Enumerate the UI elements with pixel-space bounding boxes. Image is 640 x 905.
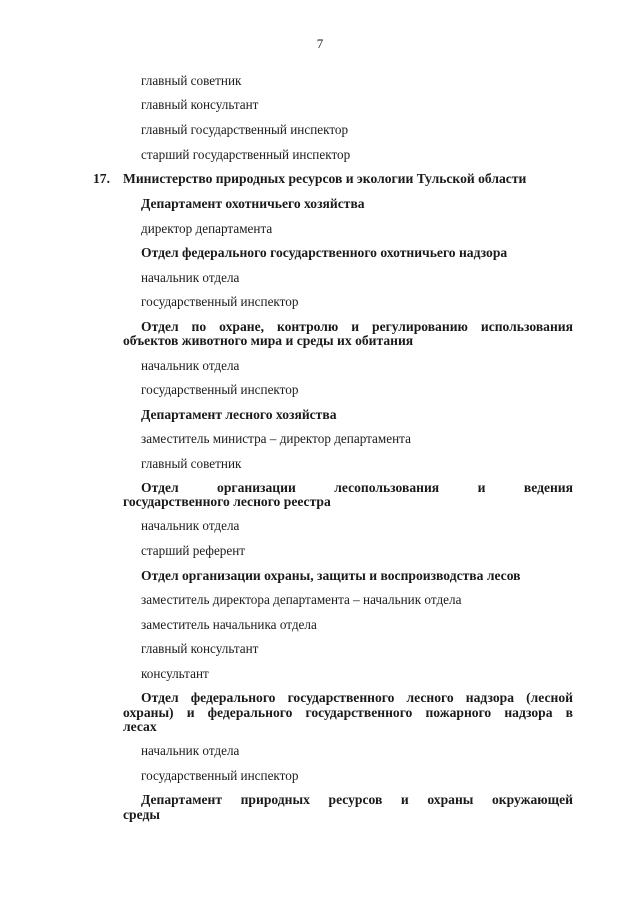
position-line: старший референт xyxy=(141,543,246,558)
department-heading-cont: среды xyxy=(123,807,160,822)
position-line: государственный инспектор xyxy=(141,382,299,397)
position-line: старший государственный инспектор xyxy=(141,147,351,162)
division-heading: Отдел по охране, контролю и регулированию использования xyxy=(141,319,573,334)
page-number: 7 xyxy=(316,36,324,51)
position-line: заместитель директора департамента – начальник отдела xyxy=(141,592,462,607)
section-title: Министерство природных ресурсов и экологии Тульской области xyxy=(123,171,527,186)
position-line: государственный инспектор xyxy=(141,294,299,309)
position-line: заместитель начальника отдела xyxy=(141,617,317,632)
position-line: начальник отдела xyxy=(141,358,240,373)
position-line: главный советник xyxy=(141,73,242,88)
position-line: главный советник xyxy=(141,456,242,471)
position-line: консультант xyxy=(141,666,209,681)
position-line: начальник отдела xyxy=(141,743,240,758)
division-heading: Отдел федерального государственного лесного надзора (лесной xyxy=(141,690,573,705)
position-line: заместитель министра – директор департамента xyxy=(141,431,411,446)
department-heading: Департамент лесного хозяйства xyxy=(141,407,337,422)
section-number: 17. xyxy=(93,171,110,186)
position-line: начальник отдела xyxy=(141,518,240,533)
position-line: главный государственный инспектор xyxy=(141,122,349,137)
position-line: главный консультант xyxy=(141,641,259,656)
department-heading: Департамент природных ресурсов и охраны окружающей xyxy=(141,792,573,807)
position-line: государственный инспектор xyxy=(141,768,299,783)
position-line: директор департамента xyxy=(141,221,273,236)
division-heading: Отдел организации лесопользования и ведения xyxy=(141,480,573,495)
department-heading: Департамент охотничьего хозяйства xyxy=(141,196,365,211)
division-heading-cont: лесах xyxy=(123,719,157,734)
division-heading: Отдел федерального государственного охотничьего надзора xyxy=(141,245,508,260)
division-heading-cont: государственного лесного реестра xyxy=(123,494,331,509)
position-line: начальник отдела xyxy=(141,270,240,285)
division-heading-cont: объектов животного мира и среды их обитания xyxy=(123,333,414,348)
division-heading-cont: охраны) и федерального государственного пожарного надзора в xyxy=(123,705,573,720)
division-heading: Отдел организации охраны, защиты и воспроизводства лесов xyxy=(141,568,521,583)
position-line: главный консультант xyxy=(141,97,259,112)
